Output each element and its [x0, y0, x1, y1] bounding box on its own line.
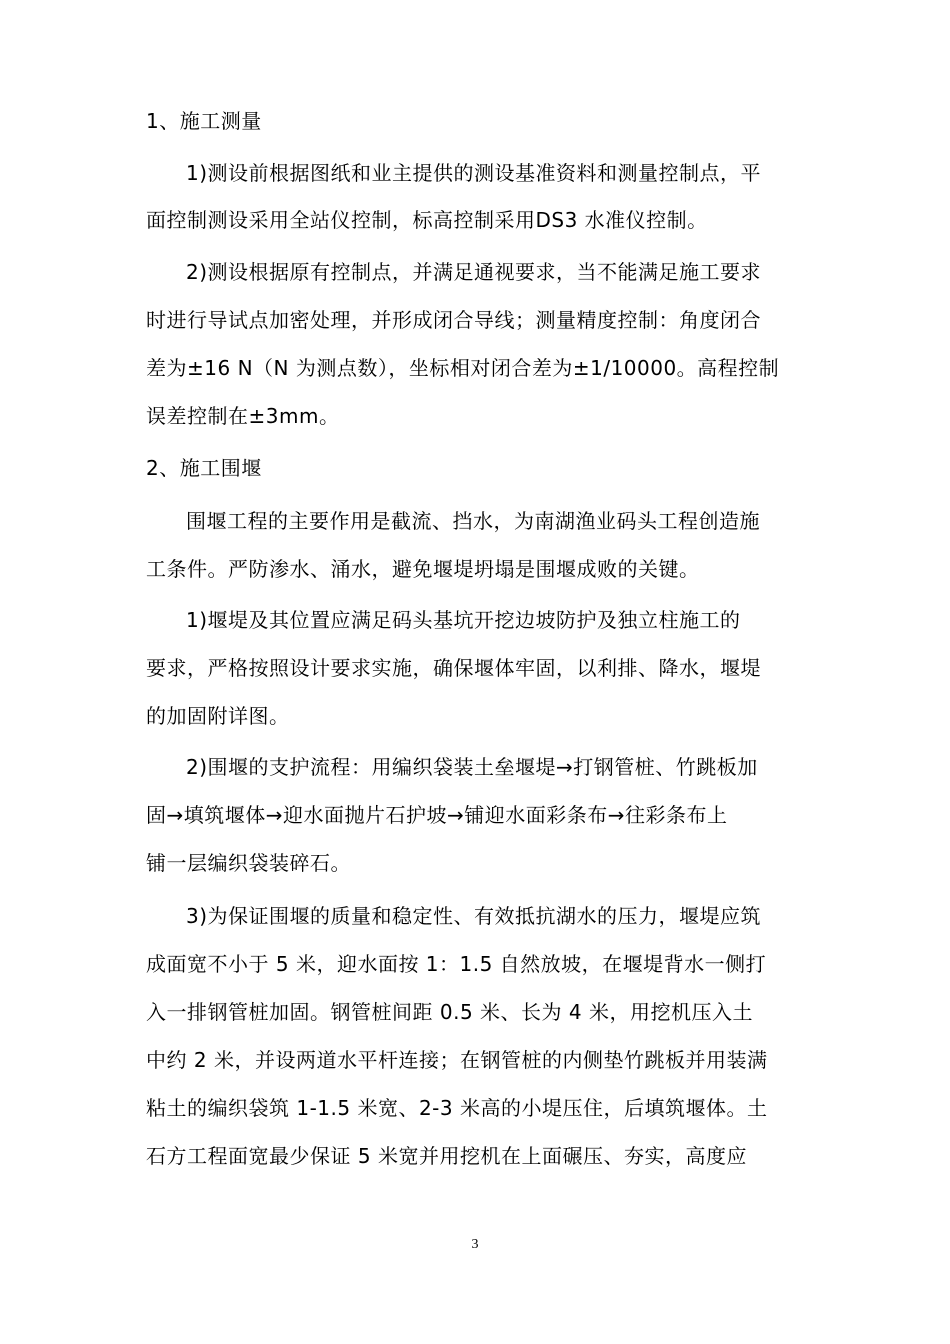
paragraph-line: 3)为保证围堰的质量和稳定性、有效抵抗湖水的压力，堰堤应筑 [186, 904, 762, 928]
paragraph-line: 的加固附详图。 [146, 704, 290, 728]
paragraph-line: 入一排钢管桩加固。钢管桩间距 0.5 米、长为 4 米，用挖机压入土 [146, 1000, 753, 1024]
heading-survey: 1、施工测量 [146, 109, 262, 133]
paragraph-line: 时进行导试点加密处理，并形成闭合导线；测量精度控制：角度闭合 [146, 308, 761, 332]
paragraph-line: 围堰工程的主要作用是截流、挡水，为南湖渔业码头工程创造施 [186, 509, 760, 533]
paragraph-line: 铺一层编织袋装碎石。 [146, 851, 351, 875]
paragraph-line: 粘土的编织袋筑 1-1.5 米宽、2-3 米高的小堤压住，后填筑堰体。土 [146, 1096, 768, 1120]
paragraph-line: 2)测设根据原有控制点，并满足通视要求，当不能满足施工要求 [186, 260, 762, 284]
paragraph-line: 差为±16 N（N 为测点数），坐标相对闭合差为±1/10000。高程控制 [146, 356, 780, 380]
paragraph-line: 1)堰堤及其位置应满足码头基坑开挖边坡防护及独立柱施工的 [186, 608, 741, 632]
heading-cofferdam: 2、施工围堰 [146, 456, 262, 480]
paragraph-line: 2)围堰的支护流程：用编织袋装土垒堰堤→打钢管桩、竹跳板加 [186, 755, 758, 779]
paragraph-line: 固→填筑堰体→迎水面抛片石护坡→铺迎水面彩条布→往彩条布上 [146, 803, 728, 827]
page-number: 3 [471, 1237, 479, 1252]
paragraph-line: 工条件。严防渗水、涌水，避免堰堤坍塌是围堰成败的关键。 [146, 557, 700, 581]
paragraph-line: 1)测设前根据图纸和业主提供的测设基准资料和测量控制点，平 [186, 161, 762, 185]
paragraph-line: 中约 2 米，并设两道水平杆连接；在钢管桩的内侧垫竹跳板并用装满 [146, 1048, 768, 1072]
paragraph-line: 误差控制在±3mm。 [146, 404, 340, 428]
paragraph-line: 石方工程面宽最少保证 5 米宽并用挖机在上面碾压、夯实，高度应 [146, 1144, 747, 1168]
paragraph-line: 成面宽不小于 5 米，迎水面按 1：1.5 自然放坡，在堰堤背水一侧打 [146, 952, 767, 976]
paragraph-line: 面控制测设采用全站仪控制，标高控制采用DS3 水准仪控制。 [146, 208, 708, 232]
paragraph-line: 要求，严格按照设计要求实施，确保堰体牢固，以利排、降水，堰堤 [146, 656, 761, 680]
